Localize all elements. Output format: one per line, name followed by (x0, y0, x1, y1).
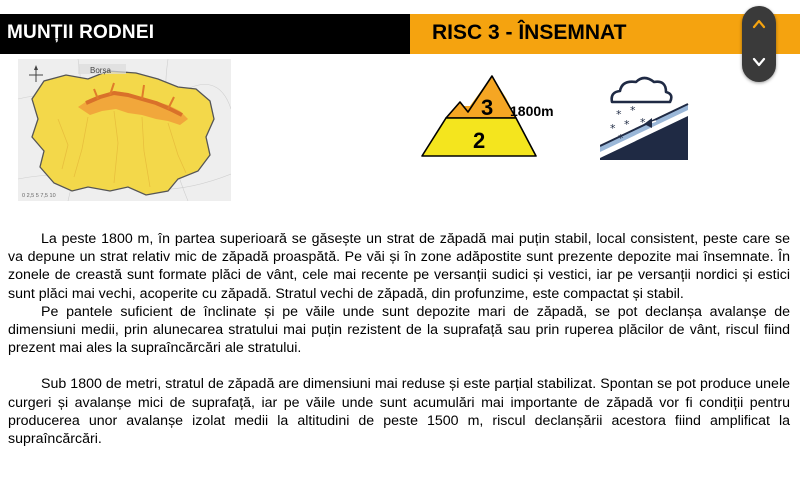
chevron-down-icon (752, 56, 766, 68)
forecast-paragraph: La peste 1800 m, în partea superioară se găsește un strat de zăpadă mai puțin stabil, local consistent, peste care se va depune un strat relativ mic de zăpadă proaspătă. Pe văi și în zone adăpostite sunt prezente depozite mai însemnate. În zonele de creastă sunt formate plăci de vânt, cele mai recente pe versanții sudici și vestici, iar pe versanții nordici și estici sunt plăci mai vechi, acoperite cu zăpadă. Stratul vechi de zăpadă, din profunzime, este compactat și stabil. (8, 231, 790, 302)
svg-text:*: * (616, 108, 622, 121)
altitude-label: 1800m (510, 103, 554, 119)
svg-text:*: * (618, 132, 624, 145)
scroll-control (742, 6, 776, 82)
scroll-up-button[interactable] (742, 6, 776, 44)
map-scale-label: 0 2,5 5 7,5 10 (22, 193, 56, 199)
map-town-label: Borșa (90, 66, 111, 75)
risk-title: RISC 3 - ÎNSEMNAT (432, 21, 627, 44)
svg-text:*: * (624, 118, 630, 131)
forecast-paragraph: Pe pantele suficient de înclinate și pe văile unde sunt depozite mari de zăpadă, se pot declanșa avalanșe de dimensiuni medii, prin alunecarea stratului mai puțin rezistent de la suprafață sau prin ruperea plăcilor de vânt, riscul fiind prezent mai ales la supraîncărcări ale stratului. (8, 303, 790, 357)
header-bar (0, 14, 800, 54)
danger-lower-level: 2 (473, 128, 486, 153)
region-title: MUNȚII RODNEI (7, 22, 155, 43)
scroll-down-button[interactable] (742, 44, 776, 82)
svg-text:*: * (640, 116, 646, 129)
svg-text:*: * (610, 122, 616, 135)
forecast-paragraph: Sub 1800 de metri, stratul de zăpadă are dimensiuni mai reduse și este parțial stabilizat. Spontan se pot produce unele curgeri și avalanșe mici de suprafață, iar pe văile unde sunt acumulări mai importante de zăpadă vor fi condiții pentru producerea unor avalanșe izolat medii la altitudini de peste 1500 m, riscul declanșării acestora fiind amplificat la supraîncărcări. (8, 376, 790, 448)
forecast-text (8, 230, 790, 448)
chevron-up-icon (752, 18, 766, 30)
region-banner (0, 14, 410, 54)
danger-level-icon (420, 74, 560, 160)
danger-upper-level: 3 (481, 95, 494, 120)
svg-text:*: * (630, 104, 636, 117)
region-map (18, 59, 231, 201)
snow-wind-slab-icon (600, 74, 690, 160)
